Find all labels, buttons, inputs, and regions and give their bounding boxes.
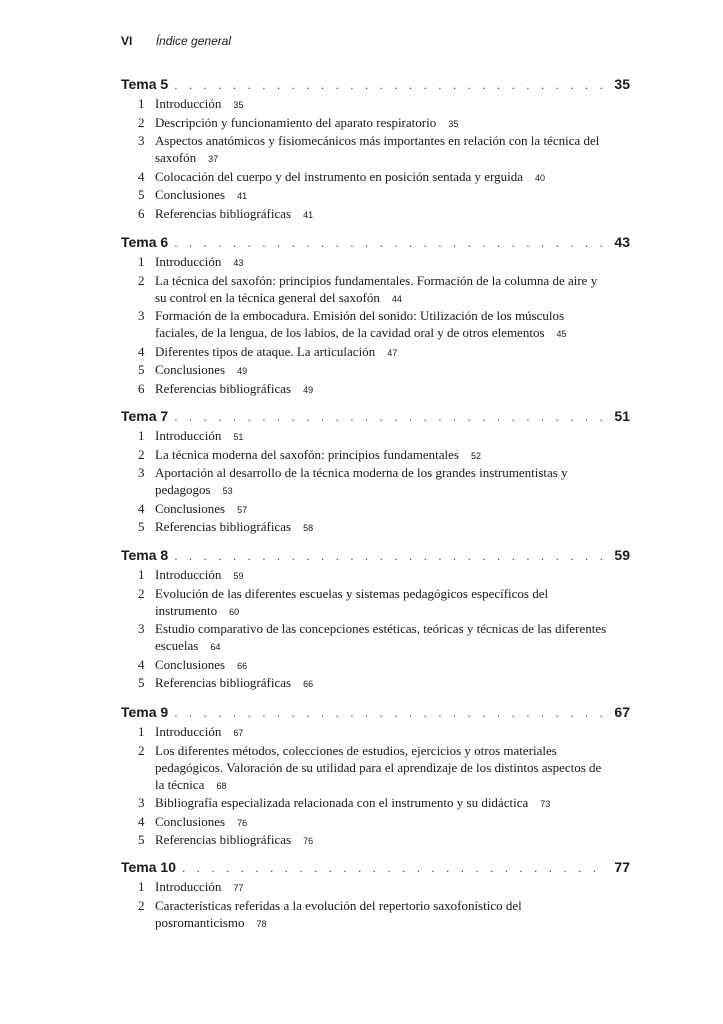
entry-title xyxy=(155,307,615,343)
entry-title-line: Conclusiones xyxy=(155,187,226,203)
entry-title xyxy=(155,500,615,519)
entry-number: 1 xyxy=(138,96,145,111)
entry-number: 2 xyxy=(138,897,145,913)
tema-label: Tema 5 xyxy=(121,76,169,92)
entry-title xyxy=(155,132,615,168)
toc-entry[interactable] xyxy=(138,585,608,619)
entry-title xyxy=(155,742,615,795)
entry-title-line: Conclusiones xyxy=(155,656,226,672)
entry-page: 35 xyxy=(448,118,459,129)
entry-number: 2 xyxy=(138,272,145,288)
entry-title-line: La técnica del saxofón: principios fundamentales. Formación de la columna de aire y xyxy=(155,272,598,288)
toc-entry[interactable] xyxy=(138,343,608,360)
entry-page: 68 xyxy=(216,780,227,791)
entry-number: 2 xyxy=(138,585,145,601)
entry-title-line: La técnica moderna del saxofón: principios fundamentales xyxy=(155,446,459,462)
entry-title-line: Introducción xyxy=(155,96,222,111)
toc-entry[interactable] xyxy=(138,620,608,654)
entry-title-line: Aportación al desarrollo de la técnica moderna de los grandes instrumentistas y xyxy=(155,465,568,481)
entry-number: 3 xyxy=(138,308,145,324)
entry-title xyxy=(155,272,615,308)
toc-entry[interactable] xyxy=(138,446,608,463)
tema-heading[interactable] xyxy=(121,704,630,722)
entry-number: 5 xyxy=(138,675,145,691)
entry-page: 45 xyxy=(556,329,567,340)
entry-title-line: Referencias bibliográficas xyxy=(155,206,292,221)
entry-number: 5 xyxy=(138,362,145,378)
toc-entry[interactable] xyxy=(138,742,608,793)
entry-title xyxy=(155,205,615,224)
tema-page: 59 xyxy=(614,547,630,563)
tema-label: Tema 8 xyxy=(121,547,169,563)
entry-page: 73 xyxy=(540,799,551,810)
entry-title-line: Introducción xyxy=(155,879,222,894)
entry-title-line: Descripción y funcionamiento del aparato respiratorio xyxy=(155,114,437,130)
entry-title-line: la técnica xyxy=(155,776,205,792)
entry-page: 47 xyxy=(387,347,398,358)
entry-title xyxy=(155,620,615,656)
entry-title xyxy=(155,380,615,399)
dot-leader xyxy=(174,410,608,424)
toc-entry[interactable] xyxy=(138,897,608,931)
entry-page: 41 xyxy=(237,191,248,202)
entry-page: 51 xyxy=(233,432,244,442)
entry-page: 67 xyxy=(233,728,244,738)
entry-title xyxy=(155,427,615,446)
entry-number: 2 xyxy=(138,446,145,462)
entry-title xyxy=(155,361,615,380)
entry-page: 57 xyxy=(237,504,248,515)
entry-title-line: Introducción xyxy=(155,567,222,582)
entry-number: 1 xyxy=(138,879,145,894)
toc-entry[interactable] xyxy=(138,95,608,112)
entry-title-line: Referencias bibliográficas xyxy=(155,675,292,691)
entry-page: 41 xyxy=(303,210,314,220)
page-number: VI xyxy=(121,34,133,48)
entry-title xyxy=(155,897,615,933)
entry-number: 4 xyxy=(138,813,145,829)
tema-page: 43 xyxy=(614,234,630,250)
entry-number: 4 xyxy=(138,500,145,516)
toc-entry[interactable] xyxy=(138,723,608,740)
entry-page: 49 xyxy=(237,366,248,377)
tema-heading[interactable] xyxy=(121,408,630,426)
entry-page: 64 xyxy=(210,642,221,653)
tema-label: Tema 9 xyxy=(121,704,169,720)
dot-leader xyxy=(174,236,608,250)
tema-page: 51 xyxy=(614,408,630,424)
tema-label: Tema 6 xyxy=(121,234,169,250)
entry-title xyxy=(155,723,615,742)
tema-page: 77 xyxy=(614,859,630,875)
entry-title xyxy=(155,168,615,187)
entry-page: 76 xyxy=(237,817,248,828)
entry-page: 58 xyxy=(303,523,314,534)
entry-title xyxy=(155,585,615,621)
toc-entry[interactable] xyxy=(138,168,608,185)
entry-title xyxy=(155,518,615,537)
toc-entry[interactable] xyxy=(138,114,608,131)
entry-title-line: saxofón xyxy=(155,150,197,166)
toc-entry[interactable] xyxy=(138,794,608,811)
toc-entry[interactable] xyxy=(138,518,608,535)
entry-title-line: Aspectos anatómicos y fisiomecánicos más importantes en relación con la técnica del xyxy=(155,133,600,149)
toc-entry[interactable] xyxy=(138,132,608,166)
toc-entry[interactable] xyxy=(138,361,608,378)
toc-entry[interactable] xyxy=(138,427,608,444)
entry-number: 2 xyxy=(138,114,145,130)
entry-title-line: Formación de la embocadura. Emisión del sonido: Utilización de los músculos xyxy=(155,308,565,324)
entry-title-line: Estudio comparativo de las concepciones estéticas, teóricas y técnicas de las diferentes xyxy=(155,621,607,637)
entry-page: 59 xyxy=(233,571,244,581)
entry-title xyxy=(155,446,615,465)
entry-page: 78 xyxy=(256,918,267,929)
entry-page: 66 xyxy=(303,679,314,690)
entry-title xyxy=(155,656,615,675)
running-title: Índice general xyxy=(155,34,232,48)
entry-number: 1 xyxy=(138,567,145,582)
entry-page: 60 xyxy=(229,606,240,617)
toc-entry[interactable] xyxy=(138,566,608,583)
entry-title-line: pedagogos xyxy=(155,482,211,498)
tema-heading[interactable] xyxy=(121,76,630,94)
entry-title-line: Conclusiones xyxy=(155,813,226,829)
toc-entry[interactable] xyxy=(138,464,608,498)
entry-title-line: Referencias bibliográficas xyxy=(155,519,292,535)
toc-entry[interactable] xyxy=(138,186,608,203)
entry-title xyxy=(155,831,615,850)
entry-title xyxy=(155,878,615,897)
entry-title-line: Introducción xyxy=(155,428,222,443)
entry-number: 4 xyxy=(138,168,145,184)
tema-label: Tema 7 xyxy=(121,408,169,424)
entry-number: 4 xyxy=(138,656,145,672)
toc-entry[interactable] xyxy=(138,253,608,270)
entry-page: 49 xyxy=(303,385,314,395)
tema-page: 35 xyxy=(614,76,630,92)
entry-number: 1 xyxy=(138,724,145,739)
toc-entry[interactable] xyxy=(138,307,608,341)
entry-number: 5 xyxy=(138,519,145,535)
entry-title-line: Diferentes tipos de ataque. La articulación xyxy=(155,343,376,359)
entry-title xyxy=(155,794,615,813)
entry-title-line: Evolución de las diferentes escuelas y sistemas pedagógicos específicos del xyxy=(155,585,549,601)
entry-title-line: pedagógicos. Valoración de su utilidad para el aprendizaje de los distintos aspectos de xyxy=(155,759,602,775)
entry-title-line: Bibliografía especializada relacionada con el instrumento y su didáctica xyxy=(155,795,529,811)
toc-entry[interactable] xyxy=(138,500,608,517)
entry-number: 6 xyxy=(138,381,145,396)
entry-page: 52 xyxy=(470,450,481,461)
entry-page: 40 xyxy=(535,172,546,183)
entry-title-line: Introducción xyxy=(155,254,222,269)
entry-title-line: Referencias bibliográficas xyxy=(155,832,292,848)
entry-page: 66 xyxy=(237,660,248,671)
entry-title-line: posromanticismo xyxy=(155,914,245,930)
tema-label: Tema 10 xyxy=(121,859,176,875)
entry-number: 4 xyxy=(138,343,145,359)
toc-entry[interactable] xyxy=(138,878,608,895)
entry-number: 6 xyxy=(138,206,145,221)
toc-entry[interactable] xyxy=(138,831,608,848)
entry-title xyxy=(155,186,615,205)
entry-title-line: Características referidas a la evolución del repertorio saxofonístico del xyxy=(155,897,522,913)
tema-page: 67 xyxy=(614,704,630,720)
toc-entry[interactable] xyxy=(138,205,608,222)
entry-title xyxy=(155,464,615,500)
tema-heading[interactable] xyxy=(121,234,630,252)
entry-title-line: faciales, de la lengua, de los labios, de la cavidad oral y de otros elementos xyxy=(155,325,545,341)
entry-number: 5 xyxy=(138,832,145,848)
entry-page: 44 xyxy=(391,293,402,304)
entry-title xyxy=(155,95,615,114)
dot-leader xyxy=(174,78,608,92)
entry-page: 53 xyxy=(222,486,233,497)
entry-page: 43 xyxy=(233,258,244,268)
entry-number: 2 xyxy=(138,742,145,758)
entry-title-line: Referencias bibliográficas xyxy=(155,381,292,396)
entry-number: 5 xyxy=(138,187,145,203)
entry-title-line: Introducción xyxy=(155,724,222,739)
entry-title-line: Los diferentes métodos, colecciones de estudios, ejercicios y otros materiales xyxy=(155,742,557,758)
entry-title-line: Conclusiones xyxy=(155,500,226,516)
entry-number: 1 xyxy=(138,428,145,443)
entry-title-line: Colocación del cuerpo y del instrumento en posición sentada y erguida xyxy=(155,168,523,184)
entry-page: 76 xyxy=(303,836,314,847)
entry-page: 77 xyxy=(233,883,244,893)
entry-number: 3 xyxy=(138,621,145,637)
entry-page: 35 xyxy=(233,100,244,110)
entry-title-line: escuelas xyxy=(155,638,199,654)
entry-title xyxy=(155,253,615,272)
tema-heading[interactable] xyxy=(121,547,630,565)
entry-title xyxy=(155,566,615,585)
dot-leader xyxy=(174,706,608,720)
entry-page: 37 xyxy=(208,154,219,165)
entry-title-line: instrumento xyxy=(155,602,218,618)
toc-entry[interactable] xyxy=(138,813,608,830)
dot-leader xyxy=(174,549,608,563)
entry-number: 3 xyxy=(138,133,145,149)
dot-leader xyxy=(182,861,608,875)
entry-title xyxy=(155,813,615,832)
tema-heading[interactable] xyxy=(121,859,630,877)
entry-number: 3 xyxy=(138,795,145,811)
entry-number: 3 xyxy=(138,465,145,481)
toc-entry[interactable] xyxy=(138,656,608,673)
toc-entry[interactable] xyxy=(138,674,608,691)
toc-entry[interactable] xyxy=(138,272,608,306)
entry-number: 1 xyxy=(138,254,145,269)
entry-title xyxy=(155,343,615,362)
entry-title-line: Conclusiones xyxy=(155,362,226,378)
entry-title-line: su control en la técnica general del saxofón xyxy=(155,289,380,305)
entry-title xyxy=(155,114,615,133)
entry-title xyxy=(155,674,615,693)
toc-entry[interactable] xyxy=(138,380,608,397)
